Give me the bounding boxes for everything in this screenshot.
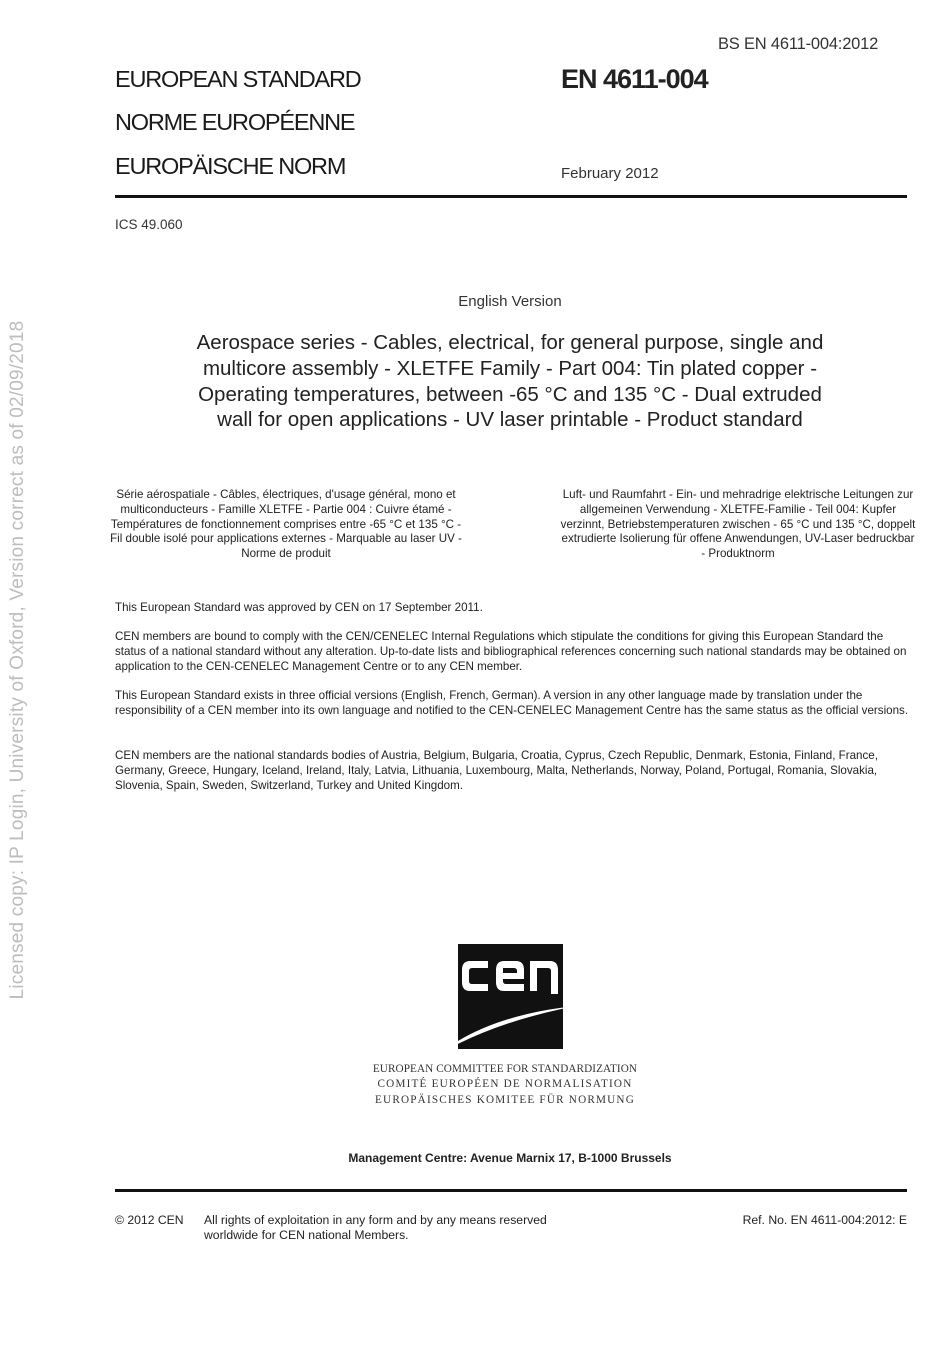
header-divider [115,195,907,198]
members-paragraph: CEN members are the national standards bodies of Austria, Belgium, Bulgaria, Croatia, Cyprus, Czech Republic, Denmark, Estonia, Finland, France, Germany, Greece, Hungary, Iceland, Ireland, Italy, Latvia, Lithuania, Luxembourg, Malta, Netherlands, Norway, Poland, Portugal, Romania, Slovakia, Slovenia, Spain, Sweden, Switzerland, Turkey and United Kingdom. [115,749,878,792]
title-german: Luft- und Raumfahrt - Ein- und mehradrige elektrische Leitungen zur allgemeinen Verwendung - XLETFE-Familie - Teil 004: Kupfer verzinnt, Betriebstemperaturen zwischen - 65 °C und 135 °C, doppelt extrudierte Isolierung für offene Anwendungen, UV-Laser bedruckbar - Produktnorm [560,488,916,561]
version-label: English Version [458,293,562,310]
committee-name-de: EUROPÄISCHES KOMITEE FÜR NORMUNG [375,1093,635,1106]
copyright: © 2012 CEN [115,1213,184,1227]
publication-date: February 2012 [561,165,659,182]
standard-title-de: EUROPÄISCHE NORM [115,153,346,179]
license-watermark: Licensed copy: IP Login, University of Oxford, Version correct as of 02/09/2018 [7,320,28,1000]
reference-number: Ref. No. EN 4611-004:2012: E [742,1213,907,1227]
title-french: Série aérospatiale - Câbles, électriques, d'usage général, mono et multiconducteurs - Famille XLETFE - Partie 004 : Cuivre étamé - Températures de fonctionnement comprises entre -65 °C et 135 °C - Fil double isolé pour applications externes - Marquable au laser UV - Norme de produit [110,488,462,561]
rights-statement [204,1213,547,1243]
rights-line-2: worldwide for CEN national Members. [204,1228,409,1242]
en-number: EN 4611-004 [561,64,708,94]
bs-reference: BS EN 4611-004:2012 [718,35,879,53]
title-english: Aerospace series - Cables, electrical, for general purpose, single and multicore assembly - XLETFE Family - Part 004: Tin plated copper - Operating temperatures, between -65 °C and 135 °C - Dual extruded wall for open applications - UV laser printable - Product standard [196,331,824,432]
committee-name-en: EUROPEAN COMMITTEE FOR STANDARDIZATION [372,1063,638,1075]
ics-code: ICS 49.060 [115,217,183,232]
standard-title-en: EUROPEAN STANDARD [115,66,361,92]
versions-paragraph: This European Standard exists in three official versions (English, French, German). A version in any other language made by translation under the responsibility of a CEN member into its own language and notified to the CEN-CENELEC Management Centre has the same status as the official versions. [115,689,909,717]
management-centre-address: Management Centre: Avenue Marnix 17, B-1000 Brussels [348,1151,672,1165]
footer-divider [115,1189,907,1192]
rights-line-1: All rights of exploitation in any form and by any means reserved [204,1213,547,1227]
cen-logo [458,944,563,1049]
cen-committee-names [320,1062,690,1108]
approval-paragraph: This European Standard was approved by CEN on 17 September 2011. [115,601,483,614]
cen-logo-icon [458,944,563,1049]
compliance-paragraph: CEN members are bound to comply with the CEN/CENELEC Internal Regulations which stipulate the conditions for giving this European Standard the status of a national standard without any alteration. Up-to-date lists and bibliographical references concerning such national standards may be obtained on application to the CEN-CENELEC Management Centre or to any CEN member. [115,630,907,673]
committee-name-fr: COMITÉ EUROPÉEN DE NORMALISATION [377,1078,633,1091]
standard-title-fr: NORME EUROPÉENNE [115,109,355,135]
